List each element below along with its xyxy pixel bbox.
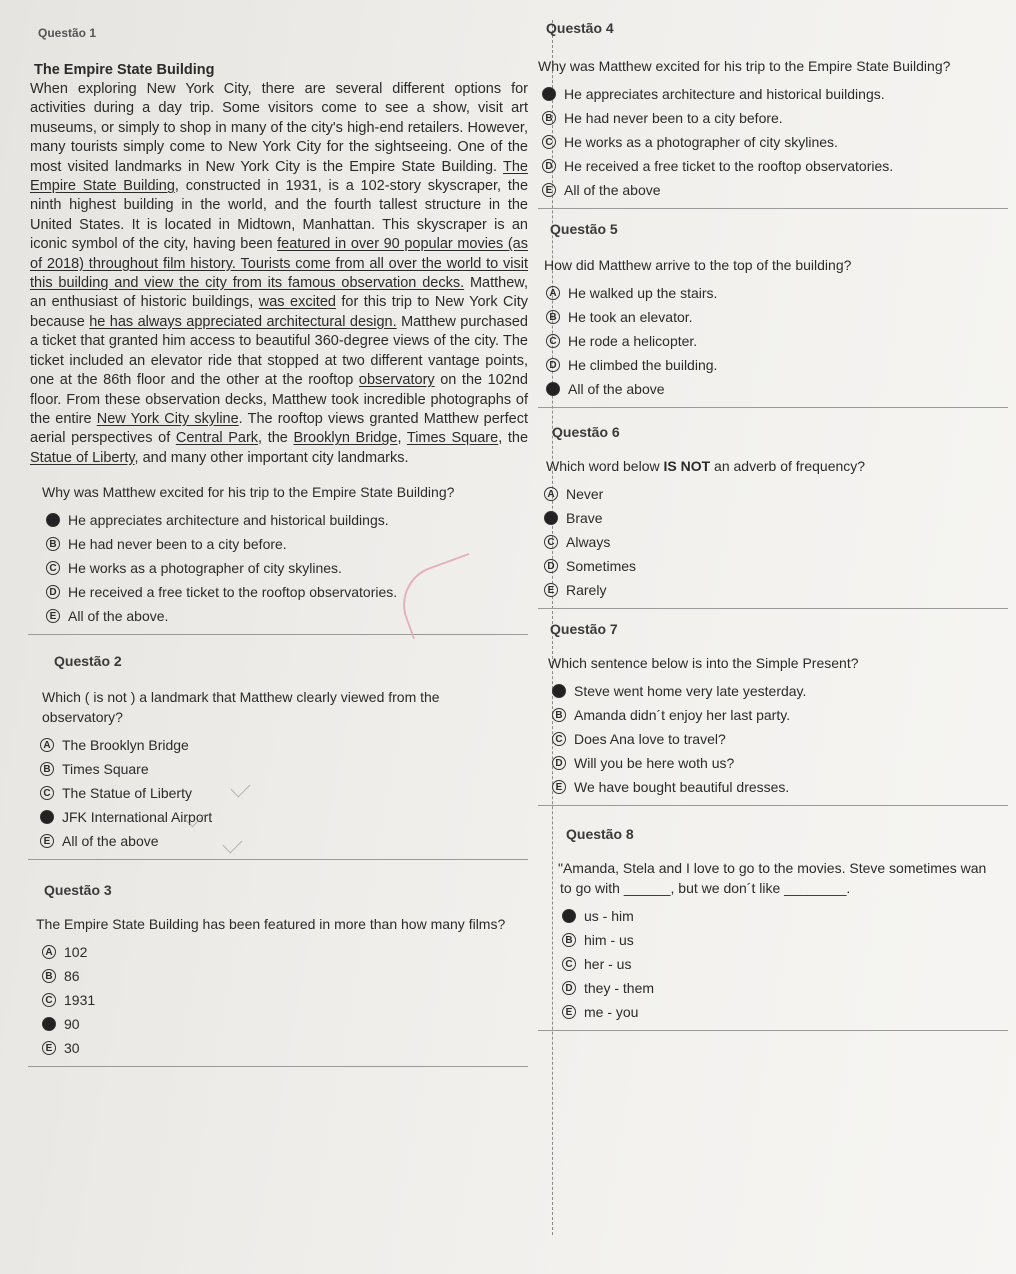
option-text: He works as a photographer of city skylines. xyxy=(68,560,342,577)
answer-bubble-icon[interactable]: C xyxy=(552,732,566,746)
answer-bubble-icon[interactable]: C xyxy=(542,135,556,149)
option-text: 30 xyxy=(64,1040,80,1057)
passage-underlined-segment: The Empire State Building xyxy=(30,158,528,195)
passage-segment: Matthew, an enthusiast of historic buildings, xyxy=(30,275,528,311)
q5-question: How did Matthew arrive to the top of the building? xyxy=(544,257,852,273)
passage-underlined-segment: featured in over 90 popular movies (as of 2018) throughout film history. Tourists come from all over the world to visit this building and view the city from its famous observation decks. xyxy=(30,236,528,292)
q3-option-c[interactable] xyxy=(42,988,528,1012)
answer-bubble-icon[interactable]: C xyxy=(42,993,56,1007)
answer-bubble-icon[interactable]: B xyxy=(562,933,576,947)
q4-option-c[interactable] xyxy=(542,130,1008,154)
q6-question xyxy=(546,456,1008,476)
q4-option-b[interactable] xyxy=(542,106,1008,130)
option-text: Rarely xyxy=(566,582,607,598)
passage-underlined-segment: Statue of Liberty xyxy=(30,449,135,466)
answer-bubble-icon[interactable]: A xyxy=(562,909,576,923)
option-text: He appreciates architecture and historical buildings. xyxy=(68,512,389,529)
q2-option-d[interactable] xyxy=(40,805,528,829)
option-text: Brave xyxy=(566,510,603,526)
option-text: 102 xyxy=(64,944,88,961)
q4-question: Why was Matthew excited for his trip to the Empire State Building? xyxy=(538,58,951,74)
passage-underlined-segment: Times Square xyxy=(406,430,499,447)
passage-segment: , constructed in 1931, is a 102-story skyscraper, the ninth highest building in the world, and the fourth tallest structure in the United States. It is located in Midtown, Manhattan. This skyscraper is an iconic symbol of the city, having been xyxy=(30,178,529,253)
passage-underlined-segment: he has always appreciated architectural design. xyxy=(89,313,397,330)
passage-underlined-segment: observatory xyxy=(358,372,435,389)
q8-option-c[interactable] xyxy=(562,952,1008,976)
q6-option-b[interactable] xyxy=(544,506,1008,530)
q4-option-d[interactable] xyxy=(542,154,1008,178)
option-text: me - you xyxy=(584,1004,639,1020)
option-text: All of the above xyxy=(568,381,665,397)
q3-header: Questão 3 xyxy=(44,882,112,899)
option-text: He took an elevator. xyxy=(568,309,693,325)
q7-question: Which sentence below is into the Simple Present? xyxy=(548,655,859,671)
option-text: He appreciates architecture and historical buildings. xyxy=(564,86,885,102)
option-text: Always xyxy=(566,534,611,550)
answer-bubble-icon[interactable]: B xyxy=(546,310,560,324)
q4-header: Questão 4 xyxy=(546,20,614,36)
q1-header: Questão 1 xyxy=(38,26,97,40)
q4-options xyxy=(542,82,1008,202)
q6-options xyxy=(544,482,1008,602)
passage-segment: . The rooftop views granted Matthew perfect aerial perspectives of xyxy=(30,410,528,447)
option-text: Does Ana love to travel? xyxy=(574,731,726,747)
q2-option-a[interactable] xyxy=(40,733,528,757)
q1-question: Why was Matthew excited for his trip to the Empire State Building? xyxy=(42,484,455,501)
answer-bubble-icon[interactable]: A xyxy=(42,945,56,959)
answer-bubble-icon[interactable]: B xyxy=(42,969,56,983)
option-text: Amanda didn´t enjoy her last party. xyxy=(574,707,791,723)
q8-option-e[interactable] xyxy=(562,1000,1008,1024)
answer-bubble-icon[interactable]: E xyxy=(40,834,54,848)
q6-question-post: an adverb of frequency? xyxy=(710,458,866,474)
answer-bubble-icon[interactable]: C xyxy=(46,561,60,575)
option-text: Steve went home very late yesterday. xyxy=(574,683,807,699)
answer-bubble-icon[interactable]: A xyxy=(546,286,560,300)
answer-bubble-icon[interactable]: A xyxy=(40,738,54,752)
answer-bubble-icon[interactable]: E xyxy=(562,1005,576,1019)
answer-bubble-icon[interactable]: B xyxy=(542,111,556,125)
answer-bubble-icon[interactable]: B xyxy=(46,537,60,551)
q5-option-e[interactable] xyxy=(546,377,1008,401)
separator xyxy=(538,1030,1008,1031)
answer-bubble-icon[interactable]: A xyxy=(46,513,60,527)
q6-header-text: Questão 6 xyxy=(552,424,620,440)
q8-question-line2: to go with ______, but we don´t like ________. xyxy=(560,880,851,896)
q5-option-b[interactable] xyxy=(546,305,1008,329)
q6-option-d[interactable] xyxy=(544,554,1008,578)
option-text: He had never been to a city before. xyxy=(68,536,287,553)
option-text: her - us xyxy=(584,956,632,972)
separator xyxy=(28,634,528,635)
answer-bubble-icon[interactable]: C xyxy=(544,535,558,549)
separator xyxy=(28,1066,528,1067)
q8-option-d[interactable] xyxy=(562,976,1008,1000)
option-text: He had never been to a city before. xyxy=(564,110,783,126)
option-text: All of the above xyxy=(564,182,661,198)
q4-option-e[interactable] xyxy=(542,178,1008,202)
answer-bubble-icon[interactable]: E xyxy=(46,609,60,623)
option-text: Times Square xyxy=(62,761,149,778)
passage-title: The Empire State Building xyxy=(34,62,215,78)
option-text: He works as a photographer of city skylines. xyxy=(564,134,838,150)
q5-option-a[interactable] xyxy=(546,281,1008,305)
q7-option-b[interactable] xyxy=(552,703,1008,727)
q6-option-c[interactable] xyxy=(544,530,1008,554)
answer-bubble-icon[interactable]: D xyxy=(42,1017,56,1031)
answer-bubble-icon[interactable]: D xyxy=(546,358,560,372)
q1-option-b[interactable] xyxy=(46,532,528,556)
q6-question-pre: Which word below xyxy=(546,458,664,474)
q2-header: Questão 2 xyxy=(54,653,122,670)
option-text: All of the above. xyxy=(68,608,169,625)
passage-segment: , the xyxy=(258,430,294,447)
passage-segment: Matthew purchased a ticket that granted him access to beautiful 360-degree views of the city. The ticket included an elevator ride that stopped at two different vantage points, one at the 86th floor and the other at the rooftop xyxy=(30,313,528,389)
q2-option-c[interactable] xyxy=(40,781,528,805)
answer-bubble-icon[interactable]: E xyxy=(546,382,560,396)
answer-bubble-icon[interactable]: A xyxy=(552,684,566,698)
passage-text xyxy=(28,80,528,468)
separator xyxy=(28,859,528,860)
option-text: Sometimes xyxy=(566,558,637,574)
q8-option-a[interactable] xyxy=(562,904,1008,928)
option-text: Will you be here woth us? xyxy=(574,755,735,771)
option-text: The Brooklyn Bridge xyxy=(62,737,189,754)
q5-options xyxy=(546,281,1008,401)
q6-option-a[interactable] xyxy=(544,482,1008,506)
q4-option-a[interactable] xyxy=(542,82,1008,106)
passage-segment: for this trip to New York City because xyxy=(30,294,529,330)
q6-question-bold: IS NOT xyxy=(663,458,711,474)
q5-option-c[interactable] xyxy=(546,329,1008,353)
left-column xyxy=(28,26,528,1067)
passage-segment: , the xyxy=(498,430,529,447)
q6-header xyxy=(552,424,1008,440)
q3-option-b[interactable] xyxy=(42,964,528,988)
answer-bubble-icon[interactable]: A xyxy=(542,87,556,101)
separator xyxy=(538,805,1008,806)
option-text: they - them xyxy=(584,980,655,996)
answer-bubble-icon[interactable]: D xyxy=(552,756,566,770)
answer-bubble-icon[interactable]: B xyxy=(40,762,54,776)
q7-option-d[interactable] xyxy=(552,751,1008,775)
passage-underlined-segment: Brooklyn Bridge xyxy=(293,430,398,447)
answer-bubble-icon[interactable]: B xyxy=(552,708,566,722)
option-text: JFK International Airport xyxy=(62,809,213,826)
q3-option-e[interactable] xyxy=(42,1036,528,1060)
q5-header: Questão 5 xyxy=(550,221,618,237)
q2-option-b[interactable] xyxy=(40,757,528,781)
separator xyxy=(538,407,1008,408)
q8-question-line1: "Amanda, Stela and I love to go to the movies. Steve sometimes wan xyxy=(558,860,987,876)
option-text: 90 xyxy=(64,1016,80,1033)
option-text: Never xyxy=(566,486,604,502)
q8-header: Questão 8 xyxy=(566,826,634,842)
answer-bubble-icon[interactable]: E xyxy=(542,183,556,197)
q8-options xyxy=(562,904,1008,1024)
option-text: He climbed the building. xyxy=(568,357,718,373)
q5-option-d[interactable] xyxy=(546,353,1008,377)
passage-underlined-segment: Central Park xyxy=(175,430,259,447)
q1-option-a[interactable] xyxy=(46,508,528,532)
separator xyxy=(538,208,1008,209)
option-text: He walked up the stairs. xyxy=(568,285,718,301)
option-text: 1931 xyxy=(64,992,96,1009)
answer-bubble-icon[interactable]: E xyxy=(552,780,566,794)
answer-bubble-icon[interactable]: D xyxy=(544,559,558,573)
answer-bubble-icon[interactable]: E xyxy=(544,583,558,597)
q7-option-e[interactable] xyxy=(552,775,1008,799)
answer-bubble-icon[interactable]: D xyxy=(562,981,576,995)
answer-bubble-icon[interactable]: E xyxy=(42,1041,56,1055)
option-text: us - him xyxy=(584,908,634,924)
separator xyxy=(538,608,1008,609)
passage-underlined-segment: was excited xyxy=(258,294,336,311)
option-text: The Statue of Liberty xyxy=(62,785,192,802)
answer-bubble-icon[interactable]: C xyxy=(546,334,560,348)
answer-bubble-icon[interactable]: A xyxy=(544,487,558,501)
passage-segment: , xyxy=(397,430,407,447)
q3-option-d[interactable] xyxy=(42,1012,528,1036)
passage-underlined-segment: New York City skyline xyxy=(96,410,239,427)
q3-question: The Empire State Building has been featured in more than how many films? xyxy=(36,916,506,933)
answer-bubble-icon[interactable]: C xyxy=(562,957,576,971)
option-text: All of the above xyxy=(62,833,159,850)
q2-option-e[interactable] xyxy=(40,829,528,853)
right-column xyxy=(538,20,1008,1031)
option-text: He rode a helicopter. xyxy=(568,333,698,349)
q6-option-e[interactable] xyxy=(544,578,1008,602)
q7-option-c[interactable] xyxy=(552,727,1008,751)
q8-option-b[interactable] xyxy=(562,928,1008,952)
q7-option-a[interactable] xyxy=(552,679,1008,703)
passage-segment: on the 102nd floor. From these observation decks, Matthew took incredible photographs of the entire xyxy=(30,372,528,427)
q2-question: Which ( is not ) a landmark that Matthew clearly viewed from the observatory? xyxy=(42,689,440,726)
q7-header: Questão 7 xyxy=(550,621,618,637)
option-text: He received a free ticket to the rooftop observatories. xyxy=(564,158,894,174)
q2-options xyxy=(40,733,528,853)
option-text: him - us xyxy=(584,932,634,948)
option-text: He received a free ticket to the rooftop observatories. xyxy=(68,584,398,601)
answer-bubble-icon[interactable]: D xyxy=(40,810,54,824)
answer-bubble-icon[interactable]: D xyxy=(46,585,60,599)
option-text: 86 xyxy=(64,968,80,985)
passage-segment: When exploring New York City, there are several different options for activities during a day trip. Some visitors come to see a show, visit art museums, or simply to shop in many of the city's high-end retailers. However, many tourists simply come to New York City for the sightseeing. One of the most visited landmarks in New York City is the Empire State Building. xyxy=(30,81,528,175)
q3-option-a[interactable] xyxy=(42,940,528,964)
answer-bubble-icon[interactable]: C xyxy=(40,786,54,800)
q7-options xyxy=(552,679,1008,799)
answer-bubble-icon[interactable]: B xyxy=(544,511,558,525)
option-text: We have bought beautiful dresses. xyxy=(574,779,790,795)
answer-bubble-icon[interactable]: D xyxy=(542,159,556,173)
q3-options xyxy=(42,940,528,1060)
passage-segment: , and many other important city landmarks. xyxy=(134,449,409,466)
